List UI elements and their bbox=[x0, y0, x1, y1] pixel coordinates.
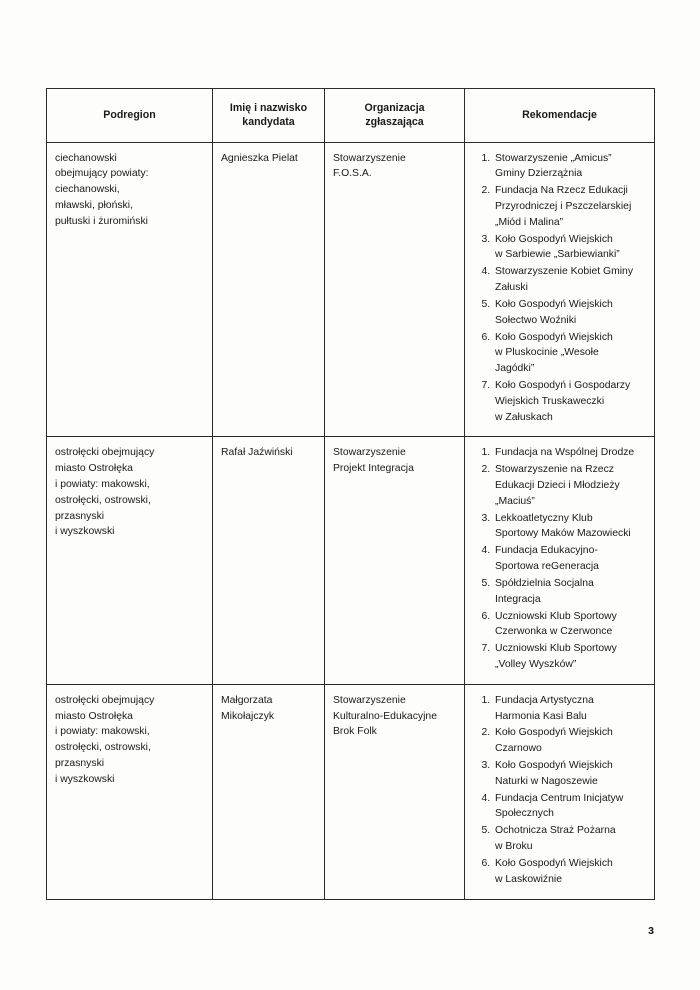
column-header-podregion-line-1: Podregion bbox=[103, 109, 156, 122]
podregion-line: i powiaty: makowski, bbox=[55, 479, 150, 491]
table-row bbox=[47, 684, 655, 899]
column-header-podregion bbox=[47, 89, 213, 143]
list-item: 7. Koło Gospodyń i Gospodarzy Wiejskich Truskaweczki w Załuskach bbox=[493, 378, 646, 425]
table-header-row bbox=[47, 89, 655, 143]
table-row bbox=[47, 142, 655, 437]
list-item: 3. Koło Gospodyń Wiejskich Naturki w Nagoszewie bbox=[493, 758, 646, 790]
podregion-line: pułtuski i żuromiński bbox=[55, 215, 148, 227]
column-header-kandydat bbox=[213, 89, 325, 143]
podregion-line: i wyszkowski bbox=[55, 526, 115, 538]
list-item: 6. Uczniowski Klub Sportowy Czerwonka w Czerwonce bbox=[493, 609, 646, 641]
cell-podregion bbox=[47, 142, 213, 437]
podregion-line: ciechanowski bbox=[55, 152, 117, 164]
cell-organizacja bbox=[325, 437, 465, 684]
column-header-organizacja bbox=[325, 89, 465, 143]
column-header-rekomendacje-line-1: Rekomendacje bbox=[522, 109, 597, 122]
list-item: 1. Fundacja Artystyczna Harmonia Kasi Balu bbox=[493, 693, 646, 725]
kandydat-line: Małgorzata bbox=[221, 694, 273, 706]
list-item: 5. Spółdzielnia Socjalna Integracja bbox=[493, 576, 646, 608]
organizacja-line: Stowarzyszenie bbox=[333, 694, 406, 706]
list-item: 6. Koło Gospodyń Wiejskich w Laskowiźnie bbox=[493, 856, 646, 888]
table-header bbox=[47, 89, 655, 143]
cell-organizacja bbox=[325, 684, 465, 899]
cell-kandydat bbox=[213, 684, 325, 899]
list-item: 5. Ochotnicza Straż Pożarna w Broku bbox=[493, 823, 646, 855]
list-item: 1. Stowarzyszenie „Amicus” Gminy Dzierzążnia bbox=[493, 151, 646, 183]
cell-rekomendacje bbox=[465, 684, 655, 899]
list-item: 4. Fundacja Edukacyjno- Sportowa reGeneracja bbox=[493, 543, 646, 575]
list-item: 4. Stowarzyszenie Kobiet Gminy Załuski bbox=[493, 264, 646, 296]
cell-kandydat bbox=[213, 142, 325, 437]
cell-podregion bbox=[47, 437, 213, 684]
recommendation-list bbox=[473, 151, 646, 426]
list-item: 3. Koło Gospodyń Wiejskich w Sarbiewie „Sarbiewianki” bbox=[493, 232, 646, 264]
cell-rekomendacje bbox=[465, 142, 655, 437]
kandydat-line: Rafał Jaźwiński bbox=[221, 447, 293, 459]
recommendation-list bbox=[473, 445, 646, 672]
list-item: 2. Koło Gospodyń Wiejskich Czarnowo bbox=[493, 725, 646, 757]
organizacja-line: F.O.S.A. bbox=[333, 168, 372, 180]
organizacja-line: Kulturalno-Edukacyjne bbox=[333, 710, 437, 722]
cell-podregion bbox=[47, 684, 213, 899]
podregion-line: miasto Ostrołęka bbox=[55, 710, 133, 722]
podregion-line: i wyszkowski bbox=[55, 773, 115, 785]
podregion-line: mławski, płoński, bbox=[55, 200, 133, 212]
list-item: 2. Stowarzyszenie na Rzecz Edukacji Dzieci i Młodzieży „Maciuś” bbox=[493, 462, 646, 509]
podregion-line: ostrołęcki, ostrowski, bbox=[55, 494, 151, 506]
list-item: 6. Koło Gospodyń Wiejskich w Pluskocinie „Wesołe Jagódki” bbox=[493, 330, 646, 377]
page-number: 3 bbox=[648, 925, 654, 937]
cell-rekomendacje bbox=[465, 437, 655, 684]
list-item: 3. Lekkoatletyczny Klub Sportowy Maków Mazowiecki bbox=[493, 511, 646, 543]
recommendation-list bbox=[473, 693, 646, 888]
table-row bbox=[47, 437, 655, 684]
table-body bbox=[47, 142, 655, 899]
podregion-line: obejmujący powiaty: bbox=[55, 168, 149, 180]
column-header-kandydat-line-1: Imię i nazwisko bbox=[229, 102, 308, 114]
organizacja-line: Stowarzyszenie bbox=[333, 447, 406, 459]
column-header-organizacja-line-2: zgłaszająca bbox=[365, 116, 424, 129]
list-item: 1. Fundacja na Wspólnej Drodze bbox=[493, 445, 646, 461]
list-item: 2. Fundacja Na Rzecz Edukacji Przyrodniczej i Pszczelarskiej „Miód i Malina” bbox=[493, 183, 646, 230]
podregion-line: ostrołęcki obejmujący bbox=[55, 447, 155, 459]
cell-kandydat bbox=[213, 437, 325, 684]
list-item: 5. Koło Gospodyń Wiejskich Sołectwo Woźniki bbox=[493, 297, 646, 329]
organizacja-line: Brok Folk bbox=[333, 726, 377, 738]
candidates-table bbox=[46, 88, 655, 900]
list-item: 4. Fundacja Centrum Inicjatyw Społecznych bbox=[493, 791, 646, 823]
organizacja-line: Stowarzyszenie bbox=[333, 152, 406, 164]
column-header-kandydat-line-2: kandydata bbox=[242, 116, 295, 129]
podregion-line: ostrołęcki, ostrowski, bbox=[55, 742, 151, 754]
podregion-line: i powiaty: makowski, bbox=[55, 726, 150, 738]
kandydat-line: Mikołajczyk bbox=[221, 710, 275, 722]
podregion-line: ciechanowski, bbox=[55, 184, 120, 196]
podregion-line: przasnyski bbox=[55, 510, 105, 522]
kandydat-line: Agnieszka Pielat bbox=[221, 152, 298, 164]
column-header-organizacja-line-1: Organizacja bbox=[364, 102, 425, 114]
podregion-line: miasto Ostrołęka bbox=[55, 463, 133, 475]
organizacja-line: Projekt Integracja bbox=[333, 463, 414, 475]
podregion-line: przasnyski bbox=[55, 758, 105, 770]
column-header-rekomendacje bbox=[465, 89, 655, 143]
list-item: 7. Uczniowski Klub Sportowy „Volley Wyszków” bbox=[493, 641, 646, 673]
cell-organizacja bbox=[325, 142, 465, 437]
podregion-line: ostrołęcki obejmujący bbox=[55, 694, 155, 706]
